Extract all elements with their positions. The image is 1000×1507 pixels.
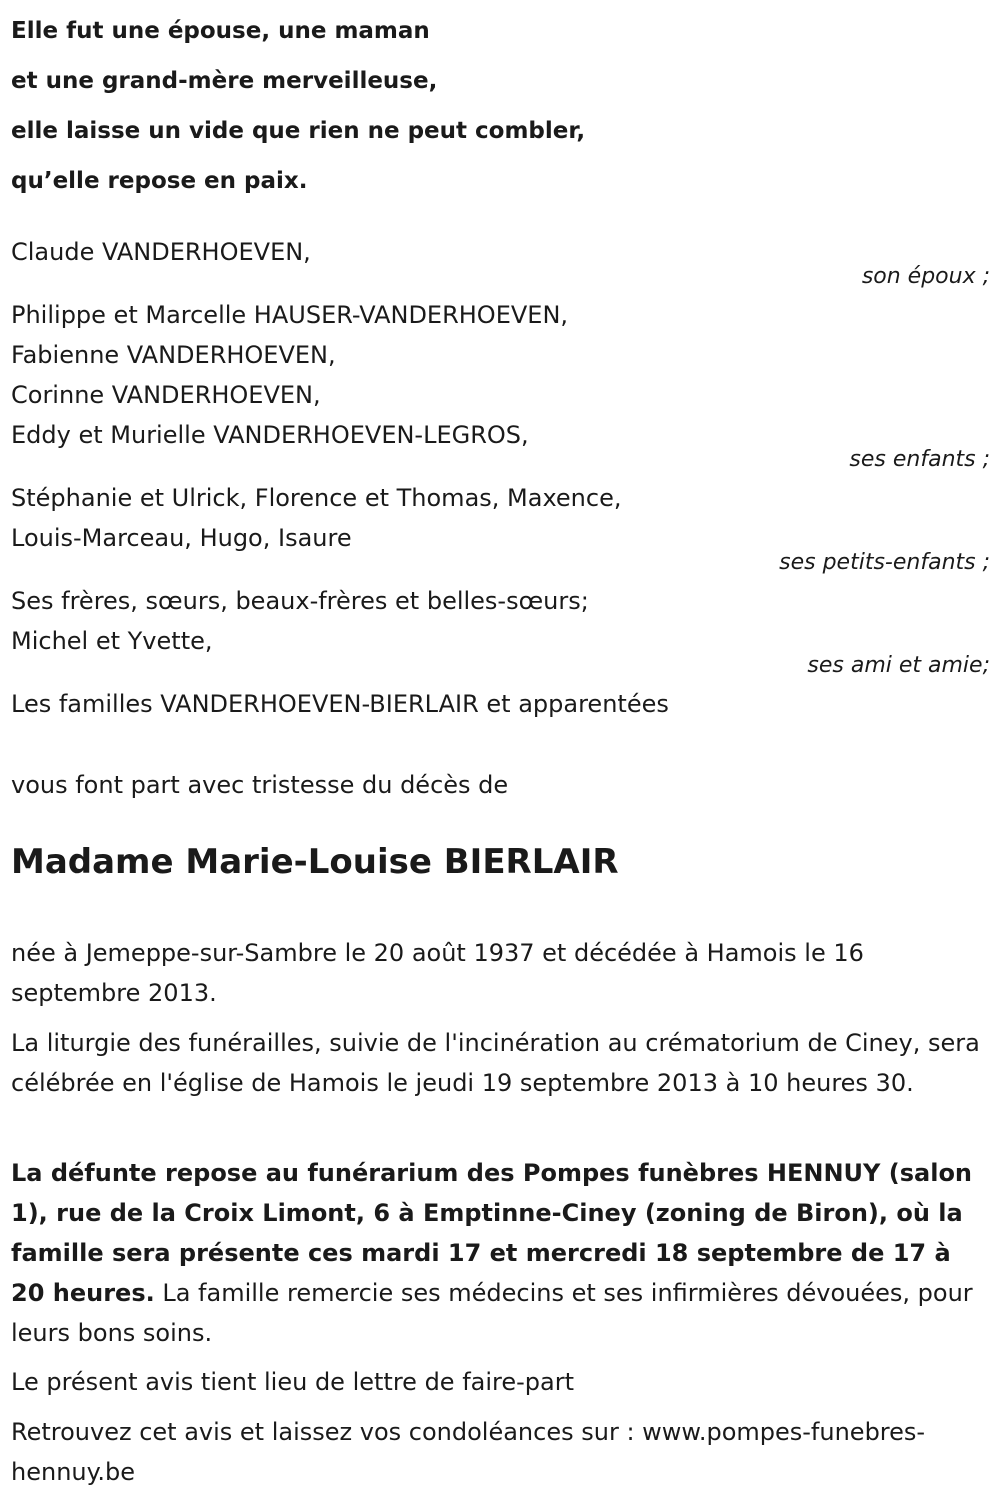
poem-line: elle laisse un vide que rien ne peut combler, — [11, 118, 586, 144]
child-line: Corinne VANDERHOEVEN, — [11, 381, 321, 409]
condolences-paragraph: Retrouvez cet avis et laissez vos condoléances sur : www.pompes-funebres-hennuy.be — [11, 1418, 926, 1486]
child-line: Philippe et Marcelle HAUSER-VANDERHOEVEN, — [11, 301, 569, 329]
children-role: ses enfants ; — [849, 447, 990, 472]
poem-line: qu’elle repose en paix. — [11, 168, 308, 194]
families-line: Les familles VANDERHOEVEN-BIERLAIR et apparentées — [11, 690, 669, 718]
birth-death-paragraph: née à Jemeppe-sur-Sambre le 20 août 1937 et décédée à Hamois le 16 septembre 2013. — [11, 939, 864, 1007]
siblings-line: Ses frères, sœurs, beaux-frères et belles-sœurs; — [11, 587, 589, 615]
grandchildren-line: Louis-Marceau, Hugo, Isaure — [11, 524, 352, 552]
spouse-name: Claude VANDERHOEVEN, — [11, 238, 311, 266]
funerarium-details: La défunte repose au funérarium des Pompes funèbres HENNUY (salon 1), rue de la Croix Limont, 6 à Emptinne-Ciney (zoning de Biron), où la famille sera présente ces mardi 17 et mercredi 18 septembre de 17 à 20 heures. — [11, 1159, 973, 1307]
spouse-role: son époux ; — [861, 264, 990, 289]
notice-paragraph: Le présent avis tient lieu de lettre de faire-part — [11, 1368, 575, 1396]
poem-line: et une grand-mère merveilleuse, — [11, 68, 438, 94]
poem — [11, 6, 585, 206]
friends-line: Michel et Yvette, — [11, 627, 213, 655]
grandchildren-line: Stéphanie et Ulrick, Florence et Thomas, Maxence, — [11, 484, 622, 512]
thanks-text: La famille remercie ses médecins et ses infirmières dévouées, pour leurs bons soins. — [11, 1279, 973, 1347]
child-line: Fabienne VANDERHOEVEN, — [11, 341, 336, 369]
poem-line: Elle fut une épouse, une maman — [11, 18, 430, 44]
liturgy-paragraph: La liturgie des funérailles, suivie de l'incinération au crématorium de Ciney, sera célébrée en l'église de Hamois le jeudi 19 septembre 2013 à 10 heures 30. — [11, 1029, 980, 1097]
announcement: vous font part avec tristesse du décès de — [11, 771, 509, 799]
grandchildren-role: ses petits-enfants ; — [779, 550, 990, 575]
funerarium-paragraph — [11, 1153, 991, 1353]
deceased-name: Madame Marie-Louise BIERLAIR — [11, 842, 619, 882]
friends-role: ses ami et amie; — [807, 653, 990, 678]
child-line: Eddy et Murielle VANDERHOEVEN-LEGROS, — [11, 421, 529, 449]
